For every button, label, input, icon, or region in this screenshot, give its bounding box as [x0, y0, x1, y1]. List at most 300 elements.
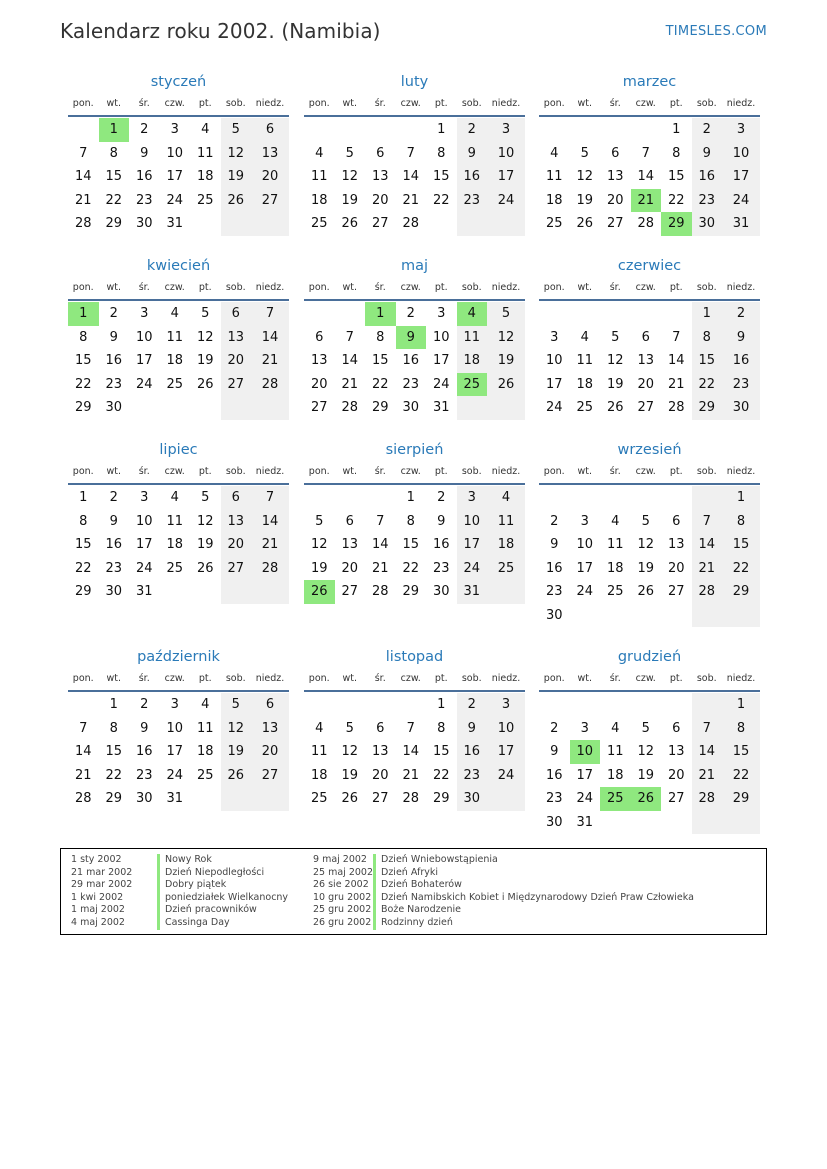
day-cell: 28: [667, 400, 685, 415]
day-cell: 12: [196, 329, 214, 345]
day-cell: 15: [371, 353, 389, 368]
day-cell: 14: [667, 353, 685, 368]
day-cell: 10: [457, 510, 488, 534]
day-cell: 20: [251, 740, 289, 764]
weekday-label: śr.: [374, 98, 386, 109]
day-cell: 12: [196, 513, 214, 529]
day-cell: 12: [487, 326, 525, 350]
weekday-label: czw.: [400, 673, 421, 684]
day-cell: 14: [402, 744, 420, 759]
weekday-label: czw.: [635, 282, 656, 293]
legend-item: [313, 892, 694, 905]
day-cell: 1: [722, 486, 760, 510]
day-cell: 1: [365, 302, 396, 326]
day-cell: 22: [722, 557, 760, 581]
day-cell: 5: [487, 302, 525, 326]
week-row: [68, 486, 289, 510]
empty-cell: [539, 693, 570, 717]
day-cell: 30: [135, 216, 153, 231]
week-row: [304, 510, 525, 534]
day-cell: 21: [251, 533, 289, 557]
day-cell: 6: [315, 329, 324, 345]
day-cell: 3: [550, 329, 559, 345]
empty-cell: [190, 212, 221, 236]
weekday-header: [304, 93, 525, 117]
week-row: [68, 349, 289, 373]
day-cell: 8: [692, 326, 723, 350]
day-cell: 22: [402, 560, 420, 576]
day-cell: 15: [722, 740, 760, 764]
day-cell: 26: [637, 584, 655, 599]
day-cell: 14: [371, 537, 389, 552]
day-cell: 27: [606, 216, 624, 231]
weekday-label: śr.: [138, 282, 150, 293]
day-cell: 26: [487, 373, 525, 397]
day-cell: 21: [341, 376, 359, 392]
day-cell: 24: [576, 791, 594, 806]
day-cell: 15: [74, 537, 92, 552]
legend-item: [313, 917, 694, 930]
day-cell: 16: [722, 349, 760, 373]
week-row: [539, 811, 760, 835]
weekday-label: śr.: [374, 673, 386, 684]
day-cell: 16: [545, 767, 563, 783]
week-row: [68, 396, 289, 420]
day-cell: 26: [631, 787, 662, 811]
day-cell: 18: [576, 376, 594, 392]
day-cell: 7: [79, 145, 88, 161]
legend-item: [71, 917, 288, 930]
empty-cell: [426, 212, 457, 236]
day-cell: 17: [576, 767, 594, 783]
empty-cell: [600, 604, 631, 628]
day-cell: 27: [341, 584, 359, 599]
day-cell: 5: [201, 490, 210, 505]
day-cell: 10: [135, 513, 153, 529]
month-calendar: [539, 71, 760, 236]
day-cell: 19: [341, 767, 359, 783]
day-cell: 1: [406, 490, 415, 505]
day-cell: 8: [79, 513, 88, 529]
day-cell: 9: [140, 720, 149, 736]
legend-column-2: [313, 854, 694, 930]
day-cell: 15: [105, 169, 123, 184]
weekday-label: pt.: [434, 466, 448, 477]
day-cell: 29: [692, 396, 723, 420]
day-cell: 5: [315, 513, 324, 529]
day-cell: 27: [310, 400, 328, 415]
empty-cell: [457, 396, 488, 420]
day-cell: 21: [631, 189, 662, 213]
day-cell: 18: [606, 560, 624, 576]
day-cell: 17: [166, 744, 184, 759]
empty-cell: [487, 396, 525, 420]
day-cell: 9: [722, 326, 760, 350]
day-cell: 1: [437, 122, 446, 137]
day-grid: [539, 302, 760, 420]
week-row: [539, 740, 760, 764]
day-cell: 28: [692, 787, 723, 811]
day-cell: 6: [221, 486, 252, 510]
holiday-name: Cassinga Day: [157, 917, 230, 930]
day-cell: 7: [406, 145, 415, 161]
legend-column-1: [71, 854, 288, 930]
week-row: [304, 693, 525, 717]
week-row: [68, 302, 289, 326]
weekday-label: niedz.: [255, 98, 285, 109]
day-cell: 9: [140, 145, 149, 161]
day-cell: 7: [376, 513, 385, 529]
weekday-label: sob.: [461, 98, 482, 109]
week-row: [304, 118, 525, 142]
empty-cell: [365, 118, 396, 142]
brand-link[interactable]: TIMESLES.COM: [665, 24, 767, 39]
weekday-label: wt.: [106, 673, 121, 684]
week-row: [539, 533, 760, 557]
day-cell: 22: [692, 373, 723, 397]
day-cell: 4: [170, 306, 179, 321]
day-cell: 19: [637, 560, 655, 576]
day-cell: 21: [402, 767, 420, 783]
day-cell: 24: [457, 557, 488, 581]
day-cell: 11: [310, 169, 328, 184]
empty-cell: [631, 604, 662, 628]
day-cell: 31: [432, 400, 450, 415]
day-cell: 13: [341, 537, 359, 552]
weekday-label: niedz.: [491, 98, 521, 109]
day-cell: 25: [545, 216, 563, 231]
day-cell: 15: [74, 353, 92, 368]
day-cell: 28: [251, 373, 289, 397]
day-cell: 1: [672, 122, 681, 137]
empty-cell: [68, 118, 99, 142]
holiday-name: Rodzinny dzień: [373, 917, 453, 930]
weekday-label: pon.: [543, 98, 565, 109]
day-cell: 11: [606, 744, 624, 759]
day-cell: 21: [692, 557, 723, 581]
day-cell: 7: [692, 717, 723, 741]
day-cell: 18: [310, 767, 328, 783]
week-row: [539, 326, 760, 350]
day-cell: 23: [105, 376, 123, 392]
day-cell: 31: [722, 212, 760, 236]
week-row: [539, 764, 760, 788]
empty-cell: [631, 486, 662, 510]
holiday-date: 4 maj 2002: [71, 916, 125, 928]
day-cell: 24: [722, 189, 760, 213]
page-title: Kalendarz roku 2002. (Namibia): [60, 19, 381, 43]
day-cell: 9: [550, 537, 559, 552]
day-cell: 14: [251, 510, 289, 534]
legend-item: [313, 867, 694, 880]
weekday-header: [304, 461, 525, 485]
month-calendar: [539, 255, 760, 420]
day-cell: 21: [74, 192, 92, 208]
day-cell: 7: [251, 486, 289, 510]
day-cell: 11: [166, 329, 184, 345]
day-cell: 10: [722, 142, 760, 166]
day-cell: 12: [576, 169, 594, 184]
empty-cell: [631, 118, 662, 142]
day-cell: 20: [667, 560, 685, 576]
week-row: [539, 580, 760, 604]
weekday-label: czw.: [400, 282, 421, 293]
week-row: [68, 118, 289, 142]
weekday-label: czw.: [164, 466, 185, 477]
week-row: [68, 787, 289, 811]
empty-cell: [304, 693, 335, 717]
week-row: [304, 740, 525, 764]
week-row: [304, 764, 525, 788]
weekday-label: sob.: [696, 98, 717, 109]
day-cell: 16: [692, 165, 723, 189]
empty-cell: [160, 580, 191, 604]
day-cell: 29: [105, 791, 123, 806]
day-cell: 6: [251, 118, 289, 142]
empty-cell: [570, 604, 601, 628]
weekday-label: sob.: [461, 466, 482, 477]
day-cell: 14: [74, 169, 92, 184]
empty-cell: [570, 118, 601, 142]
day-cell: 15: [432, 744, 450, 759]
day-cell: 27: [667, 791, 685, 806]
day-cell: 2: [109, 490, 118, 505]
week-row: [539, 189, 760, 213]
day-cell: 2: [550, 513, 559, 529]
empty-cell: [661, 693, 692, 717]
month-name: wrzesień: [617, 442, 682, 458]
day-cell: 29: [402, 584, 420, 599]
day-cell: 14: [402, 169, 420, 184]
week-row: [304, 326, 525, 350]
day-cell: 1: [722, 693, 760, 717]
day-cell: 8: [376, 329, 385, 345]
weekday-label: śr.: [138, 673, 150, 684]
day-cell: 4: [611, 720, 620, 736]
weekday-label: sob.: [696, 466, 717, 477]
day-cell: 23: [457, 764, 488, 788]
day-cell: 25: [196, 767, 214, 783]
legend-item: [313, 904, 694, 917]
day-cell: 12: [310, 537, 328, 552]
week-row: [539, 373, 760, 397]
weekday-label: wt.: [577, 98, 592, 109]
day-grid: [304, 693, 525, 811]
day-cell: 24: [432, 376, 450, 392]
weekday-label: śr.: [138, 466, 150, 477]
month-name: czerwiec: [617, 258, 682, 274]
day-cell: 30: [545, 814, 563, 830]
week-row: [539, 302, 760, 326]
day-grid: [304, 118, 525, 236]
day-cell: 30: [545, 607, 563, 623]
day-cell: 7: [672, 329, 681, 345]
day-cell: 18: [606, 767, 624, 783]
day-cell: 28: [74, 216, 92, 231]
day-cell: 22: [74, 560, 92, 576]
day-cell: 30: [105, 584, 123, 599]
day-cell: 15: [722, 533, 760, 557]
weekday-label: czw.: [164, 673, 185, 684]
weekday-header: [304, 668, 525, 692]
day-cell: 7: [251, 302, 289, 326]
day-cell: 6: [641, 329, 650, 345]
day-cell: 25: [600, 787, 631, 811]
weekday-label: śr.: [609, 282, 621, 293]
day-cell: 17: [432, 353, 450, 368]
day-cell: 18: [457, 349, 488, 373]
day-cell: 3: [437, 306, 446, 321]
empty-cell: [600, 811, 631, 835]
day-cell: 2: [109, 306, 118, 321]
week-row: [539, 118, 760, 142]
day-cell: 29: [105, 216, 123, 231]
weekday-label: wt.: [577, 466, 592, 477]
empty-cell: [570, 486, 601, 510]
empty-cell: [221, 396, 252, 420]
day-cell: 7: [692, 510, 723, 534]
week-row: [304, 486, 525, 510]
day-cell: 10: [432, 329, 450, 345]
weekday-header: [68, 461, 289, 485]
day-cell: 26: [196, 560, 214, 576]
day-cell: 9: [109, 329, 118, 345]
week-row: [68, 142, 289, 166]
holiday-date: 1 sty 2002: [71, 854, 122, 865]
day-cell: 20: [221, 533, 252, 557]
day-cell: 6: [611, 145, 620, 161]
day-cell: 8: [437, 145, 446, 161]
holiday-date: 9 maj 2002: [313, 854, 367, 865]
holiday-name: poniedziałek Wielkanocny: [157, 892, 288, 905]
day-cell: 29: [722, 580, 760, 604]
day-cell: 26: [606, 400, 624, 415]
week-row: [304, 533, 525, 557]
weekday-label: śr.: [609, 98, 621, 109]
weekday-label: pon.: [72, 98, 94, 109]
weekday-label: pt.: [434, 282, 448, 293]
day-cell: 22: [432, 192, 450, 208]
week-row: [304, 557, 525, 581]
legend-item: [71, 892, 288, 905]
day-cell: 7: [406, 720, 415, 736]
weekday-header: [68, 93, 289, 117]
day-cell: 2: [140, 697, 149, 712]
day-cell: 17: [135, 537, 153, 552]
weekday-label: niedz.: [491, 282, 521, 293]
weekday-header: [304, 277, 525, 301]
day-cell: 28: [692, 580, 723, 604]
day-cell: 9: [396, 326, 427, 350]
empty-cell: [661, 604, 692, 628]
day-cell: 19: [606, 376, 624, 392]
weekday-label: pon.: [308, 98, 330, 109]
day-cell: 11: [457, 326, 488, 350]
day-cell: 3: [722, 118, 760, 142]
day-cell: 5: [641, 513, 650, 529]
empty-cell: [692, 693, 723, 717]
day-cell: 3: [140, 306, 149, 321]
day-cell: 6: [251, 693, 289, 717]
day-grid: [304, 486, 525, 604]
week-row: [539, 604, 760, 628]
week-row: [539, 142, 760, 166]
empty-cell: [365, 486, 396, 510]
weekday-label: niedz.: [726, 98, 756, 109]
empty-cell: [631, 811, 662, 835]
week-row: [304, 787, 525, 811]
day-cell: 20: [606, 192, 624, 208]
week-row: [304, 212, 525, 236]
day-cell: 10: [166, 720, 184, 736]
day-cell: 17: [722, 165, 760, 189]
day-cell: 9: [457, 142, 488, 166]
day-cell: 12: [221, 142, 252, 166]
day-cell: 5: [611, 329, 620, 345]
week-row: [68, 165, 289, 189]
day-cell: 20: [251, 165, 289, 189]
empty-cell: [600, 693, 631, 717]
day-cell: 24: [545, 400, 563, 415]
day-cell: 4: [170, 490, 179, 505]
empty-cell: [251, 580, 289, 604]
day-grid: [68, 693, 289, 811]
day-cell: 2: [722, 302, 760, 326]
empty-cell: [304, 486, 335, 510]
weekday-header: [539, 93, 760, 117]
empty-cell: [457, 212, 488, 236]
day-cell: 27: [667, 584, 685, 599]
empty-cell: [221, 212, 252, 236]
day-cell: 24: [487, 764, 525, 788]
day-cell: 14: [692, 740, 723, 764]
day-cell: 6: [345, 513, 354, 529]
day-cell: 12: [637, 537, 655, 552]
week-row: [539, 787, 760, 811]
day-cell: 5: [580, 145, 589, 161]
day-cell: 22: [722, 764, 760, 788]
day-cell: 30: [722, 396, 760, 420]
day-cell: 21: [692, 764, 723, 788]
day-cell: 30: [402, 400, 420, 415]
empty-cell: [190, 396, 221, 420]
weekday-label: pon.: [72, 282, 94, 293]
weekday-label: pon.: [72, 466, 94, 477]
month-name: kwiecień: [146, 258, 211, 274]
day-cell: 28: [371, 584, 389, 599]
empty-cell: [335, 486, 366, 510]
day-grid: [68, 302, 289, 420]
day-cell: 3: [487, 118, 525, 142]
empty-cell: [190, 787, 221, 811]
day-cell: 23: [135, 767, 153, 783]
day-cell: 30: [105, 400, 123, 415]
holiday-legend: [60, 848, 767, 935]
weekday-label: sob.: [225, 466, 246, 477]
day-grid: [539, 693, 760, 834]
weekday-label: sob.: [225, 98, 246, 109]
day-cell: 10: [135, 329, 153, 345]
day-cell: 8: [672, 145, 681, 161]
day-cell: 27: [637, 400, 655, 415]
empty-cell: [335, 118, 366, 142]
day-cell: 13: [667, 744, 685, 759]
day-cell: 20: [221, 349, 252, 373]
holiday-date: 25 maj 2002: [313, 866, 374, 878]
holiday-name: Dzień Afryki: [373, 867, 438, 880]
weekday-label: pt.: [669, 466, 683, 477]
day-cell: 26: [341, 216, 359, 231]
